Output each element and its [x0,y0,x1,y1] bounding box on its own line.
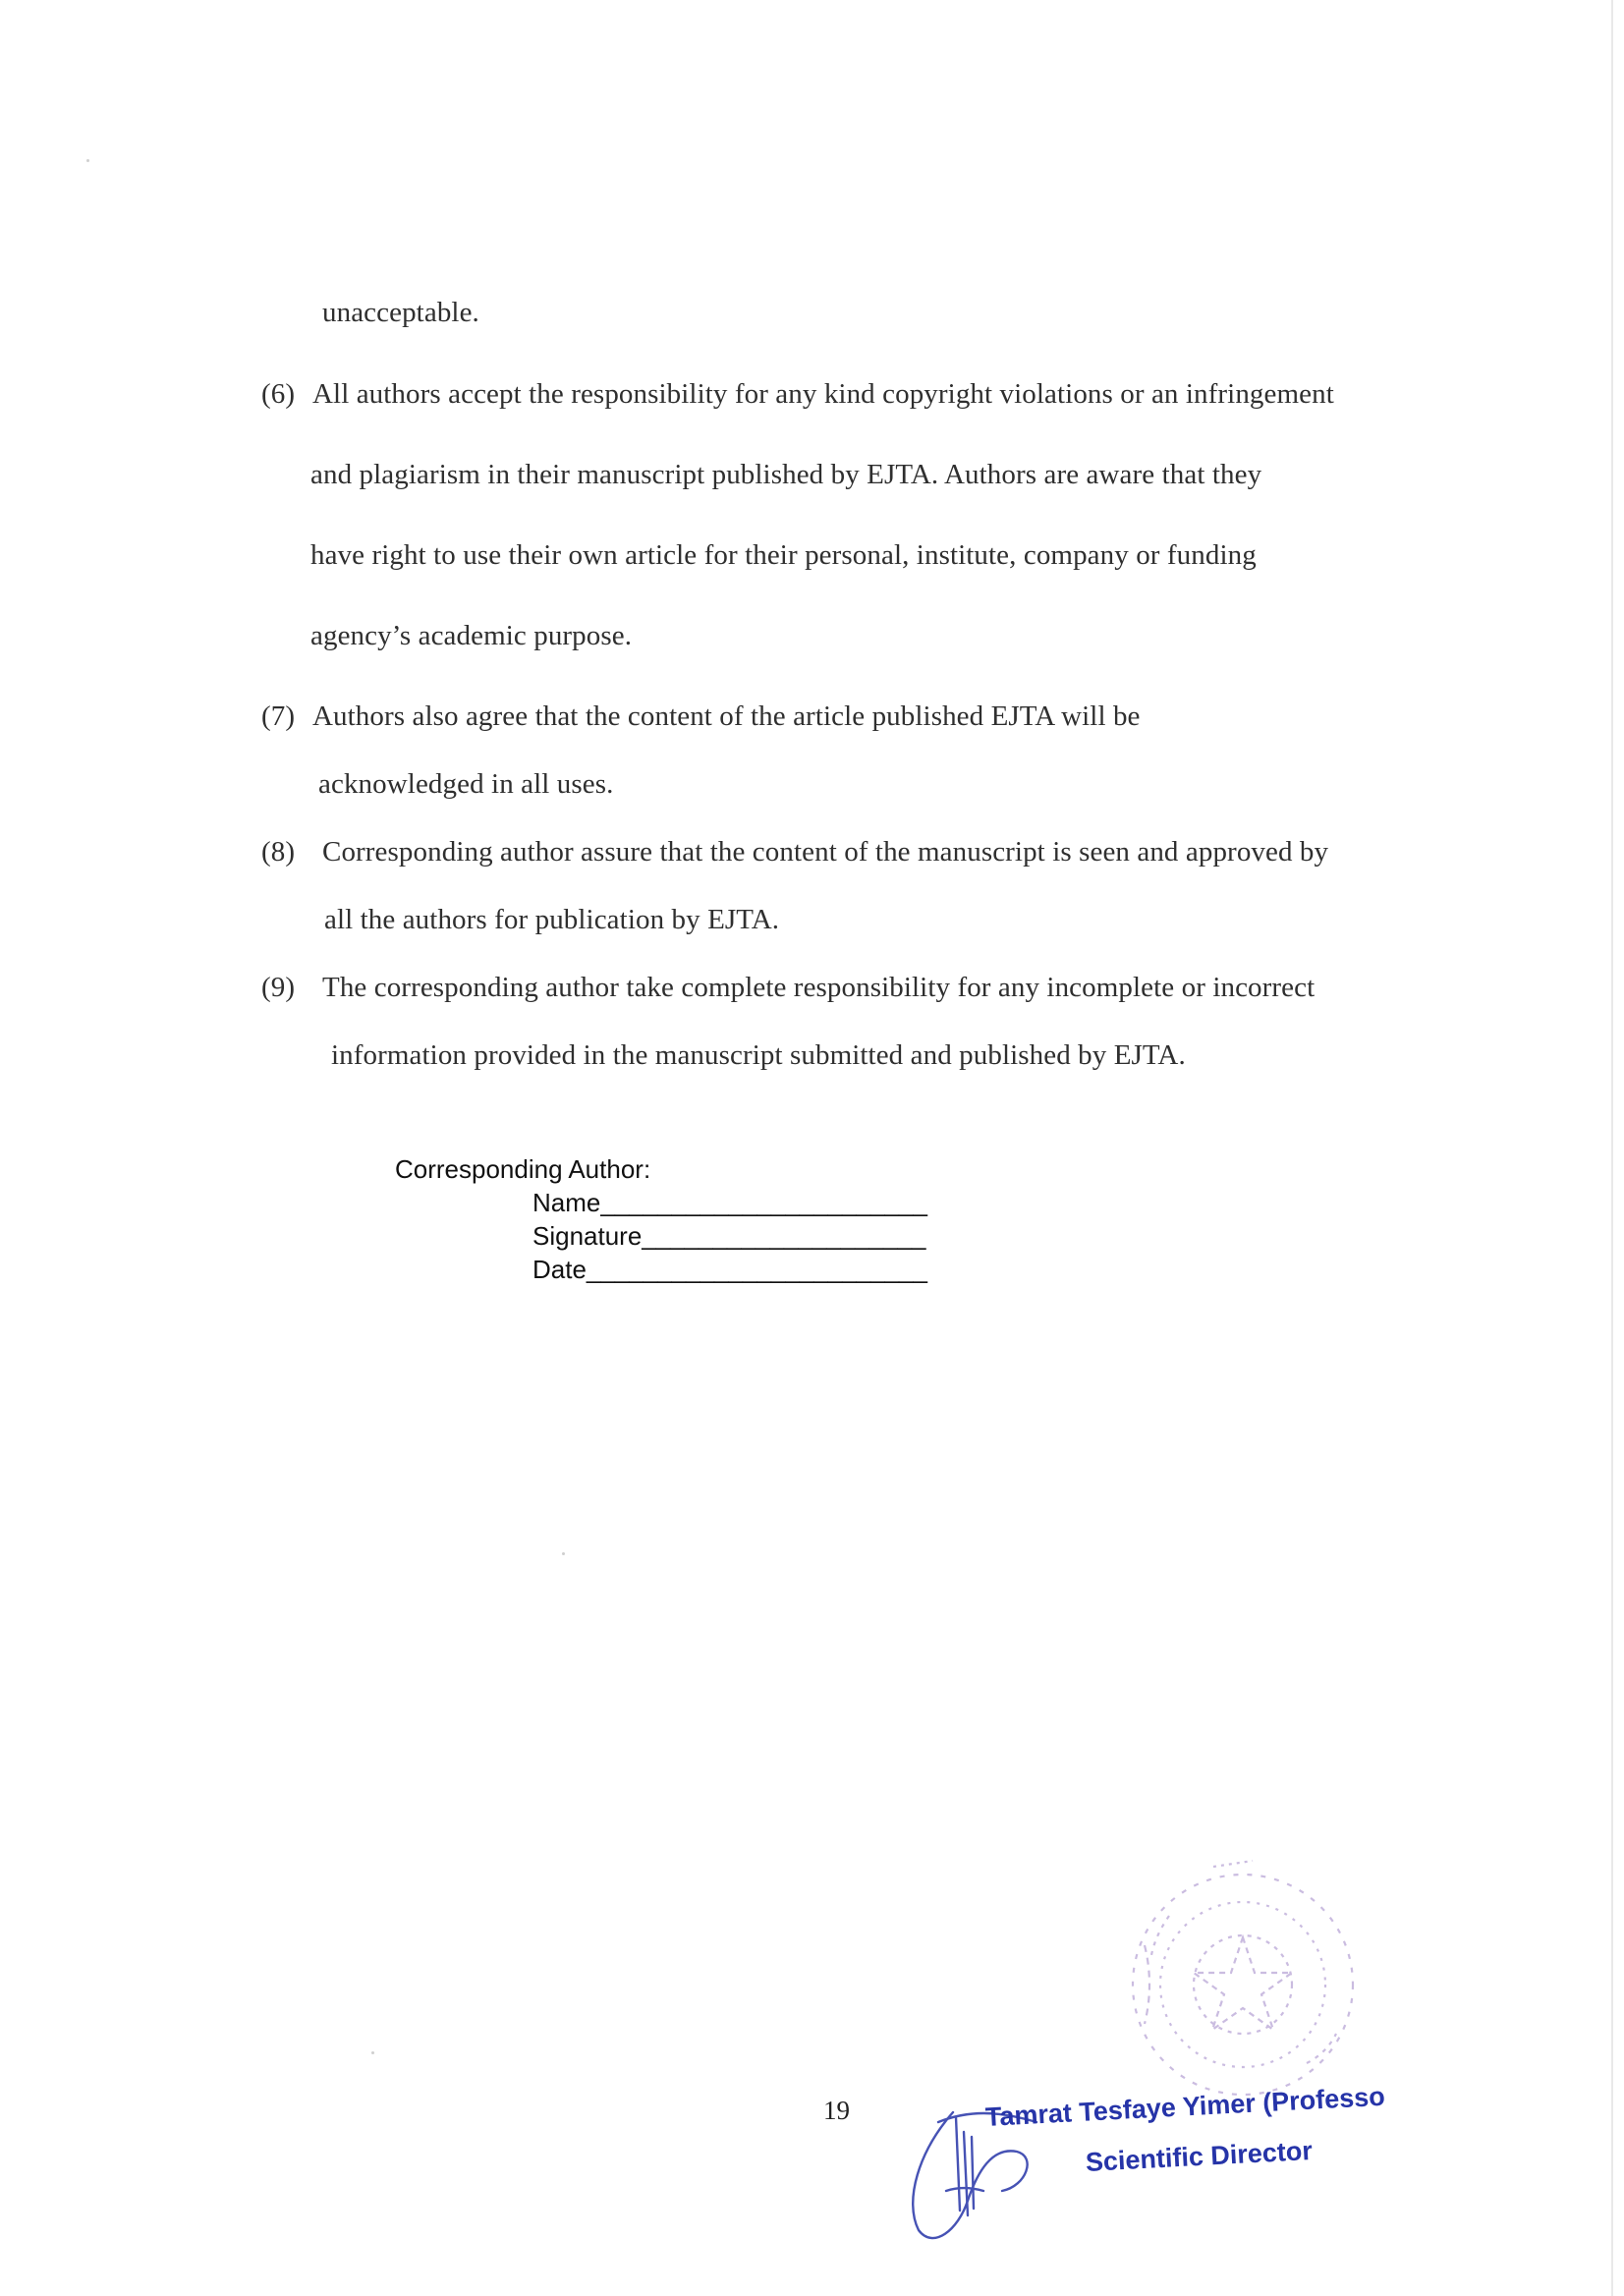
official-stamp-icon [1066,1827,1380,2122]
list-item-number: (8) [261,836,296,868]
list-item-8-line-2: all the authors for publication by EJTA. [324,904,780,935]
list-item-text: Corresponding author assure that the content of the manuscript is seen and approved by [322,836,1329,868]
signatory-title: Scientific Director [1085,2135,1314,2177]
date-field[interactable]: Date________________________ [532,1255,927,1284]
list-item-7-line-2: acknowledged in all uses. [318,768,614,800]
list-item-9-line-2: information provided in the manuscript submitted and published by EJTA. [331,1039,1186,1071]
scan-speck [86,159,89,162]
list-item-6-line-2: and plagiarism in their manuscript published by EJTA. Authors are aware that they [310,459,1262,490]
page-number: 19 [823,2096,850,2125]
list-item-6-line-3: have right to use their own article for their personal, institute, company or funding [310,539,1257,571]
signatory-name: Tamrat Tesfaye Yimer (Professo [984,2081,1386,2132]
list-item-7-line-1 [261,700,1141,733]
scan-speck [371,2051,374,2054]
list-item-8-line-1 [261,835,1328,868]
list-item-text: Authors also agree that the content of the article published EJTA will be [312,700,1141,732]
corresponding-author-heading: Corresponding Author: [395,1154,651,1184]
name-field[interactable]: Name_______________________ [532,1188,927,1217]
signature-field[interactable]: Signature____________________ [532,1221,926,1251]
list-item-number: (9) [261,972,296,1003]
list-item-number: (6) [261,378,296,410]
list-item-6-line-1 [261,377,1334,411]
list-item-text: All authors accept the responsibility for any kind copyright violations or an infringement [312,378,1334,410]
list-item-number: (7) [261,700,296,732]
list-item-6-line-4: agency’s academic purpose. [310,620,633,651]
page-edge-shadow [1611,0,1613,2296]
scan-speck [562,1552,565,1555]
continuation-line: unacceptable. [322,297,479,328]
list-item-text: The corresponding author take complete responsibility for any incomplete or incorrect [322,972,1316,1003]
list-item-9-line-1 [261,971,1315,1004]
